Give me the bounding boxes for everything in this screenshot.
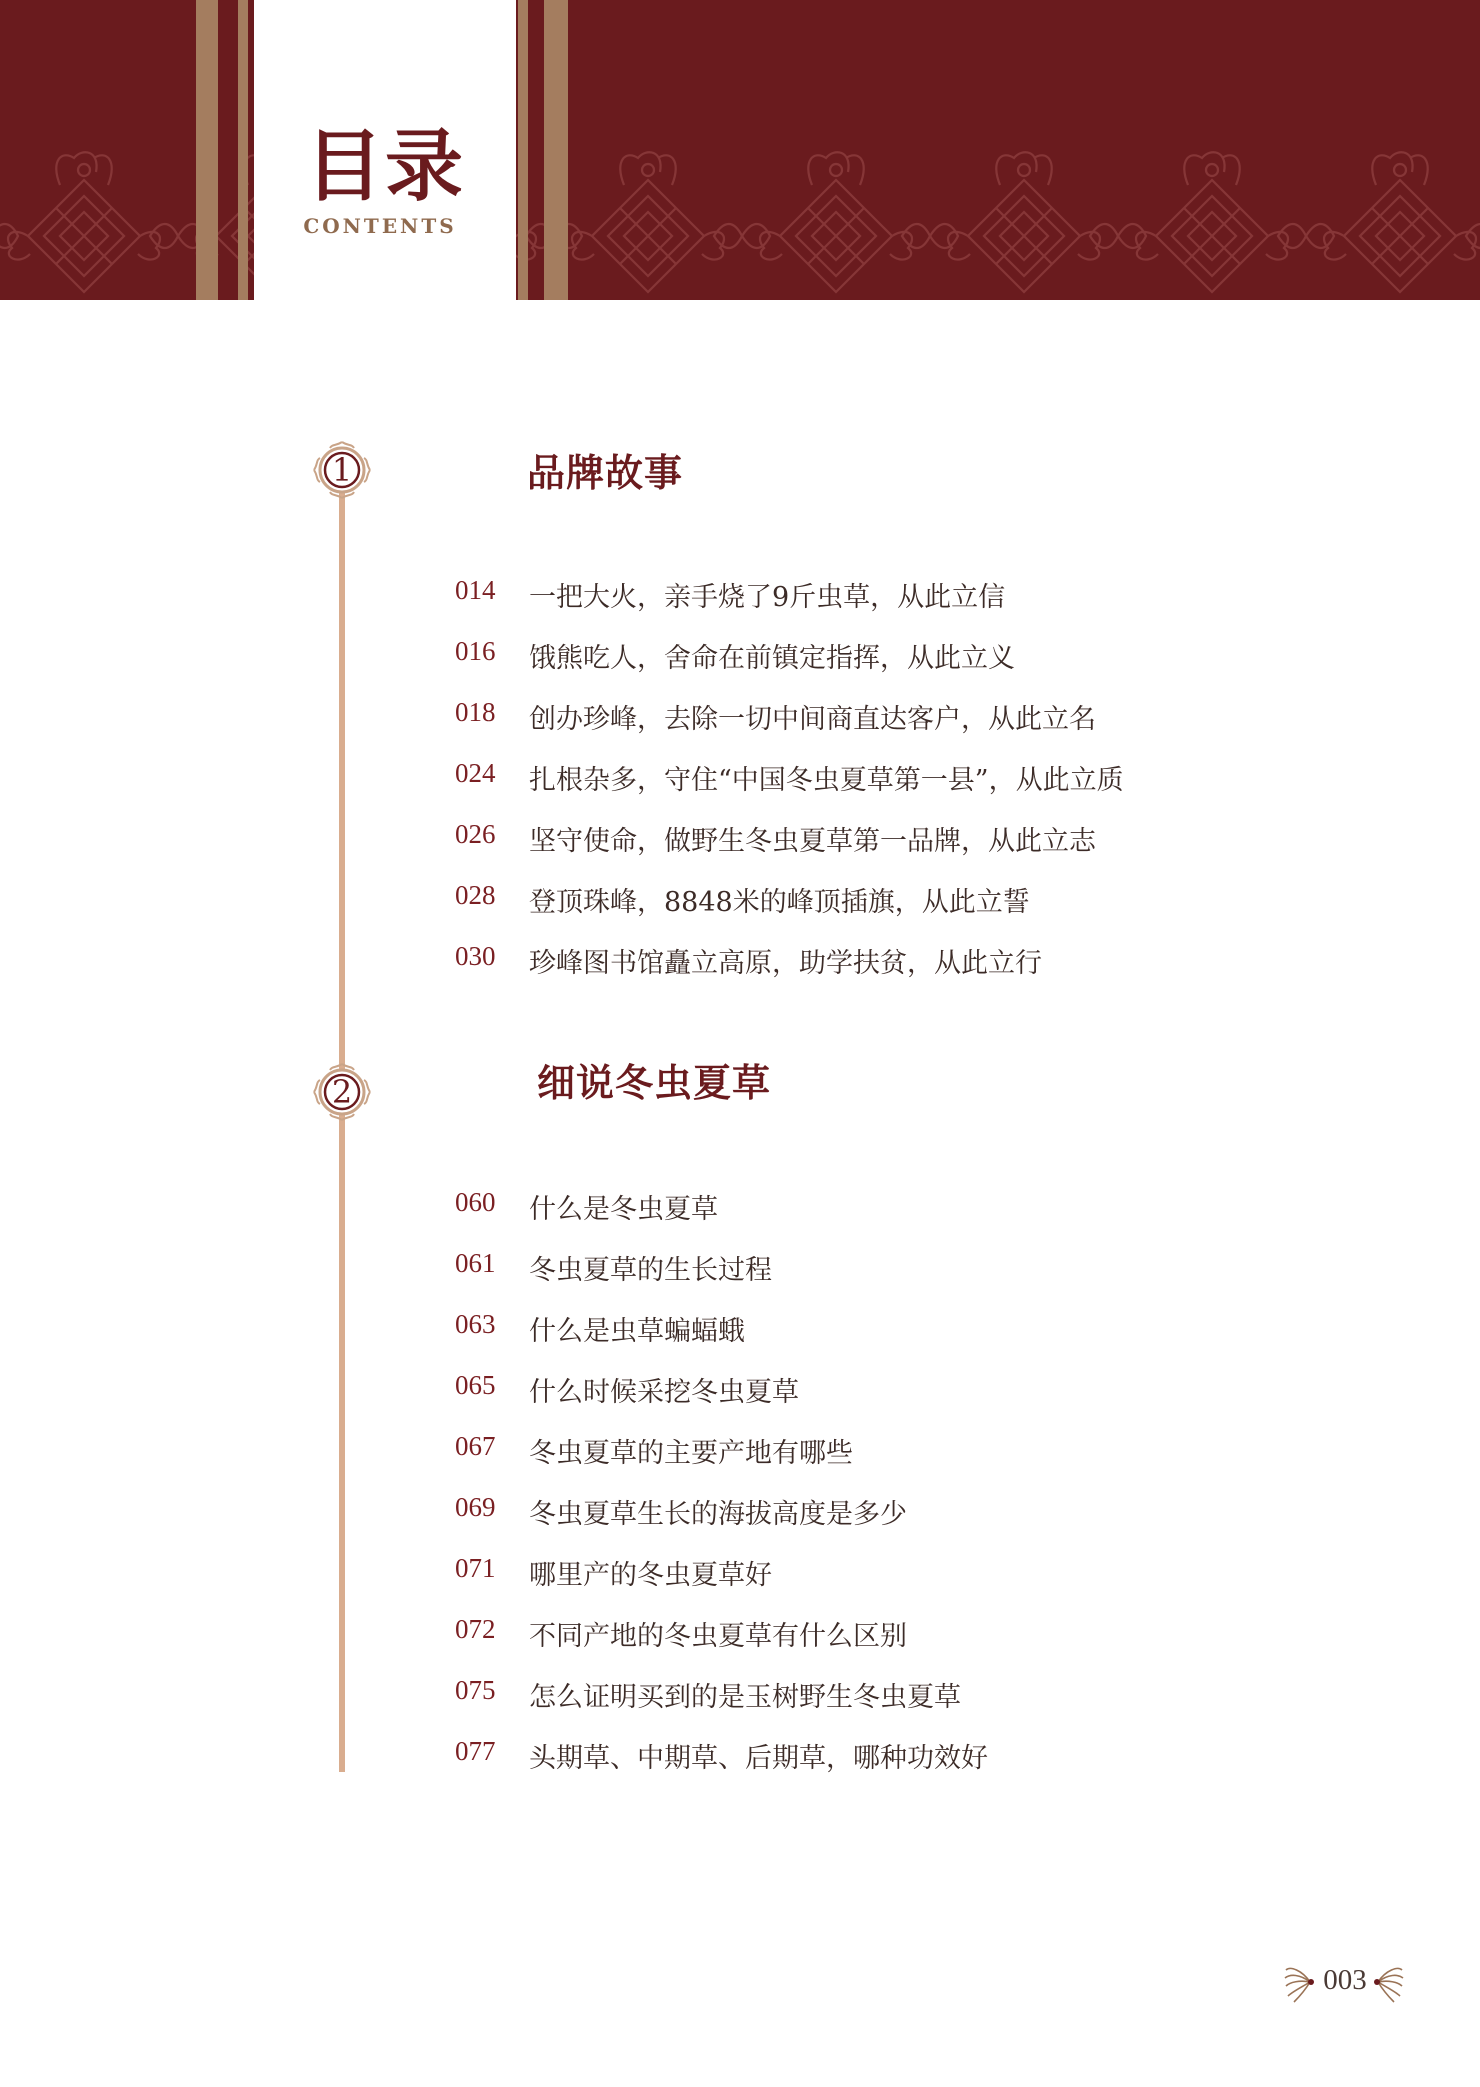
toc-page-number: 077 (455, 1736, 496, 1766)
toc-page-number: 028 (455, 880, 496, 910)
toc-page-number: 071 (455, 1553, 496, 1583)
toc-page-number: 018 (455, 697, 496, 727)
toc-item-title: 珍峰图书馆矗立高原，助学扶贫，从此立行 (529, 948, 1042, 979)
header-banner (0, 0, 1480, 300)
toc-item-title: 什么时候采挖冬虫夏草 (529, 1377, 799, 1408)
section-marker (312, 1062, 372, 1122)
page-number: 003 (1323, 1964, 1367, 1996)
timeline-line (339, 492, 345, 1772)
section-title: 品牌故事 (527, 450, 684, 495)
toc-page-number: 030 (455, 941, 496, 971)
toc-page-number: 063 (455, 1309, 496, 1339)
toc-page-number: 067 (455, 1431, 496, 1461)
toc-item-title: 一把大火，亲手烧了9斤虫草，从此立信 (529, 582, 1006, 613)
swirl-ornament-icon (1372, 1960, 1406, 2004)
page-number-footer (1282, 1960, 1406, 2004)
toc-page-number: 024 (455, 758, 496, 788)
knot-pattern-decoration (0, 0, 1480, 300)
toc-item-title: 登顶珠峰，8848米的峰顶插旗，从此立誓 (529, 887, 1030, 918)
toc-item-title: 不同产地的冬虫夏草有什么区别 (529, 1621, 907, 1652)
toc-item-title: 饿熊吃人，舍命在前镇定指挥，从此立义 (529, 643, 1015, 674)
toc-page-number: 026 (455, 819, 496, 849)
toc-page-number: 069 (455, 1492, 496, 1522)
section-title: 细说冬虫夏草 (537, 1060, 772, 1105)
toc-item-title: 头期草、中期草、后期草，哪种功效好 (529, 1743, 988, 1774)
toc-item-title: 怎么证明买到的是玉树野生冬虫夏草 (529, 1682, 961, 1713)
section-number: 2 (331, 1073, 353, 1111)
toc-page-number: 075 (455, 1675, 496, 1705)
toc-item-title: 哪里产的冬虫夏草好 (529, 1560, 772, 1591)
toc-item-title: 创办珍峰，去除一切中间商直达客户，从此立名 (529, 704, 1096, 735)
toc-page-number: 014 (455, 575, 496, 605)
toc-page-number: 072 (455, 1614, 496, 1644)
gold-stripe (196, 0, 218, 300)
gold-stripe (238, 0, 248, 300)
toc-page-number: 060 (455, 1187, 496, 1217)
section-marker (312, 440, 372, 500)
toc-item-title: 冬虫夏草的主要产地有哪些 (529, 1438, 853, 1469)
toc-page-number: 016 (455, 636, 496, 666)
page-subtitle: CONTENTS (303, 214, 457, 238)
toc-item-title: 坚守使命，做野生冬虫夏草第一品牌，从此立志 (529, 826, 1096, 857)
toc-item-title: 冬虫夏草的生长过程 (529, 1255, 772, 1286)
toc-item-title: 扎根杂多，守住“中国冬虫夏草第一县”，从此立质 (529, 765, 1124, 796)
toc-page-number: 065 (455, 1370, 496, 1400)
swirl-ornament-icon (1282, 1960, 1316, 2004)
toc-item-title: 冬虫夏草生长的海拔高度是多少 (529, 1499, 907, 1530)
toc-item-title: 什么是冬虫夏草 (529, 1194, 718, 1225)
toc-page-number: 061 (455, 1248, 496, 1278)
page-title: 目录 (305, 121, 466, 212)
toc-item-title: 什么是虫草蝙蝠蛾 (529, 1316, 745, 1347)
gold-stripe (518, 0, 528, 300)
gold-stripe (544, 0, 568, 300)
section-number: 1 (331, 451, 353, 489)
